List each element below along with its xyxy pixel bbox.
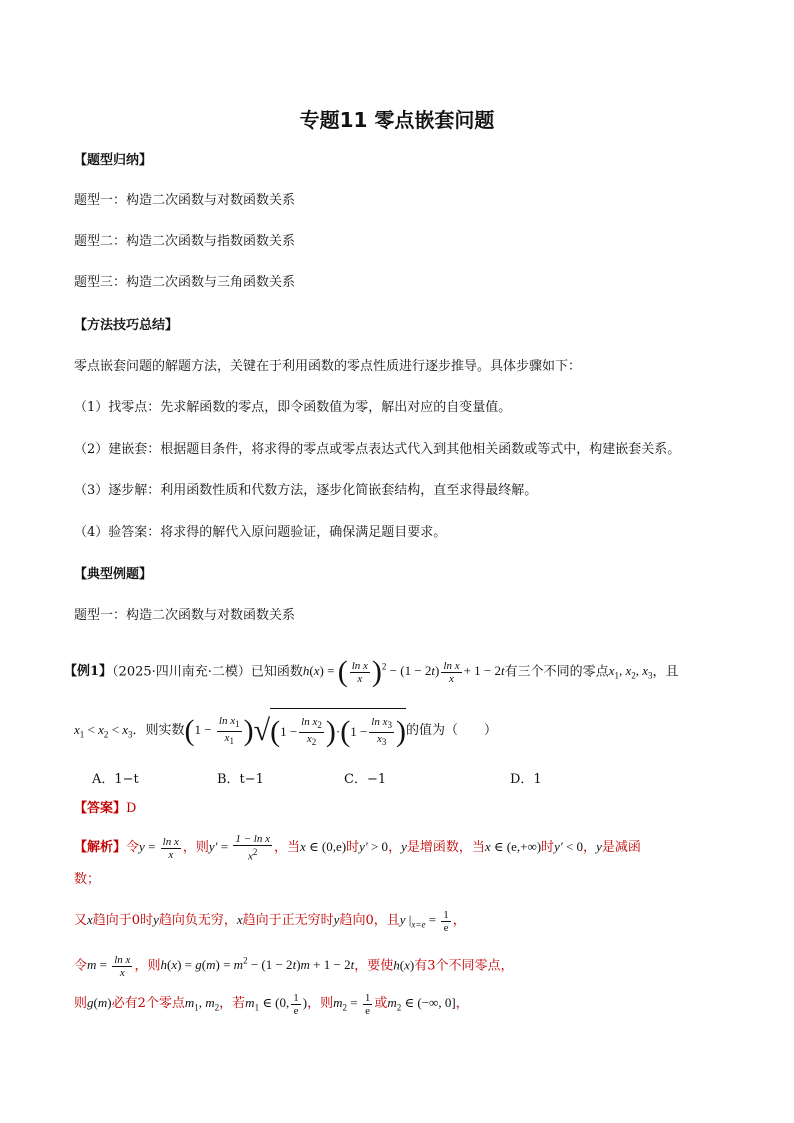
analysis-text: 趋向于正无穷时 [242, 913, 334, 928]
formula-m: m = $\frac{\text{ln x}}{x}$ [87, 953, 131, 979]
example-label: 【例1】 [64, 664, 113, 680]
method-step-2: （2）建嵌套：根据题目条件，将求得的零点或零点表达式代入到其他相关函数或等式中，构建嵌套关系。 [74, 442, 681, 457]
page-title: 专题11 零点嵌套问题 [299, 108, 495, 132]
analysis-text: 是减函 [601, 840, 641, 855]
example-text-d: ．则实数 [132, 723, 185, 738]
example-text-e: 的值为（ ） [406, 723, 498, 738]
formula-h: h(x) = ( $\frac{\text{ln x}}{x}$ )$^2$ − (1 − 2t) $\frac{\text{ln x}}{x}$ + 1 − 2t [302, 655, 505, 689]
formula-g: $h(x) = g(m) = m^2 - (1 - 2t)m + 1 - 2t$ [160, 956, 355, 973]
analysis-text: ，要使 [354, 958, 394, 974]
formula-x-var: x [236, 912, 243, 927]
section-heading-types: 【题型归纳】 [74, 153, 153, 168]
formula-m1-range: $m_1$ ∈ (0, $\frac{1}{e}$ ) [245, 991, 308, 1017]
formula-hx: h(x) [393, 957, 415, 973]
analysis-text: 令 [126, 840, 140, 855]
formula-y-var: y [333, 912, 340, 927]
formula-order: $x_1 < x_2 < x_3$ [74, 722, 133, 740]
formula-positive: y′ > 0 [359, 839, 389, 854]
analysis-line-3 [74, 902, 466, 940]
formula-x-var: x [87, 912, 93, 927]
method-intro: 零点嵌套问题的解题方法，关键在于利用函数的零点性质进行逐步推导。具体步骤如下： [74, 359, 582, 374]
analysis-text: ，若 [219, 996, 246, 1011]
formula-m2-value: $m_2$ = $\frac{1}{e}$ [333, 991, 371, 1017]
options [92, 768, 612, 786]
formula-y-var: y [153, 912, 159, 927]
analysis-text: 又 [74, 913, 88, 928]
formula-interval-2: x ∈ (e,+∞) [484, 839, 542, 854]
example-question-line-2 [74, 708, 497, 754]
example-question-line-1 [64, 647, 679, 689]
example-text-b: 有三个不同的零点 [504, 664, 609, 680]
example-source: （2025·四川南充·二模） [112, 664, 251, 680]
analysis-text: 趋向负无穷， [158, 913, 237, 928]
option-b: B．t−1 [217, 772, 264, 787]
analysis-text: ，则 [307, 996, 334, 1011]
answer-value: D [126, 801, 137, 816]
analysis-text: 必有2个零点 [111, 996, 185, 1011]
analysis-text: 趋向0，且 [339, 913, 400, 928]
example-text-a: 已知函数 [250, 664, 303, 680]
type-item-3: 题型三：构造二次函数与三角函数关系 [74, 275, 296, 290]
option-d: D．1 [510, 772, 542, 787]
formula-m2-range: $m_2$ ∈ (−∞, 0] [387, 995, 456, 1013]
method-step-4: （4）验答案：将求得的解代入原问题验证，确保满足题目要求。 [74, 525, 447, 540]
formula-m1m2: $m_1$, $m_2$ [184, 995, 220, 1013]
formula-y-var: y [401, 839, 407, 854]
formula-y: y = $\frac{\text{ln x}}{x}$ [139, 835, 179, 861]
section-heading-examples: 【典型例题】 [74, 567, 153, 582]
option-a: A．1−t [92, 772, 139, 787]
analysis-line-2: 数； [74, 872, 101, 887]
analysis-text: 令 [74, 958, 88, 974]
analysis-label: 【解析】 [74, 840, 127, 855]
analysis-line-4 [74, 943, 513, 981]
analysis-line-1 [74, 828, 641, 868]
analysis-text: 时 [541, 840, 555, 855]
section-heading-method: 【方法技巧总结】 [74, 318, 179, 333]
formula-interval-1: x ∈ (0,e) [299, 839, 347, 854]
example-type-heading: 题型一：构造二次函数与对数函数关系 [74, 608, 296, 623]
analysis-text: ， [452, 913, 466, 928]
formula-expression: (1 − $\frac{\ln x_1}{x_1}$ ) √ ( 1 − $\frac{\ln x_2}{x_2}$ ) · ( 1 − $\frac{\ln x_3}{x_3}$ ) [185, 722, 406, 737]
formula-y-var: y [596, 839, 602, 854]
answer-line [74, 800, 136, 818]
formula-yprime: y′ = $\frac{\text{1 − ln x}}{x^2}$ [208, 833, 270, 863]
formula-y-at-e: y $|_{x=e}$ = $\frac{1}{e}$ [399, 908, 449, 934]
analysis-text: ， [583, 840, 597, 855]
analysis-text: 是增函数，当 [406, 840, 485, 855]
type-item-2: 题型二：构造二次函数与指数函数关系 [74, 234, 296, 249]
analysis-line-5 [74, 984, 469, 1024]
analysis-text: 或 [374, 996, 388, 1011]
formula-zeros: $x_1$, $x_2$, $x_3$ [608, 663, 653, 681]
example-text-c: ，且 [652, 664, 679, 680]
formula-gm: g(m) [87, 995, 112, 1010]
analysis-text: ，当 [273, 840, 300, 855]
formula-negative: y′ < 0 [554, 839, 584, 854]
answer-label: 【答案】 [74, 801, 127, 816]
analysis-text: ， [455, 996, 469, 1011]
analysis-text: 有3个不同零点， [414, 958, 514, 974]
analysis-text: ，则 [182, 840, 209, 855]
option-c: C．−1 [344, 772, 387, 787]
analysis-text: ， [388, 840, 402, 855]
analysis-text: 趋向于0时 [92, 913, 154, 928]
type-item-1: 题型一：构造二次函数与对数函数关系 [74, 193, 296, 208]
method-step-1: （1）找零点：先求解函数的零点，即令函数值为零，解出对应的自变量值。 [74, 400, 512, 415]
analysis-text: ，则 [134, 958, 161, 974]
analysis-text: 时 [346, 840, 360, 855]
analysis-text: 则 [74, 996, 88, 1011]
method-step-3: （3）逐步解：利用函数性质和代数方法，逐步化简嵌套结构，直至求得最终解。 [74, 483, 538, 498]
